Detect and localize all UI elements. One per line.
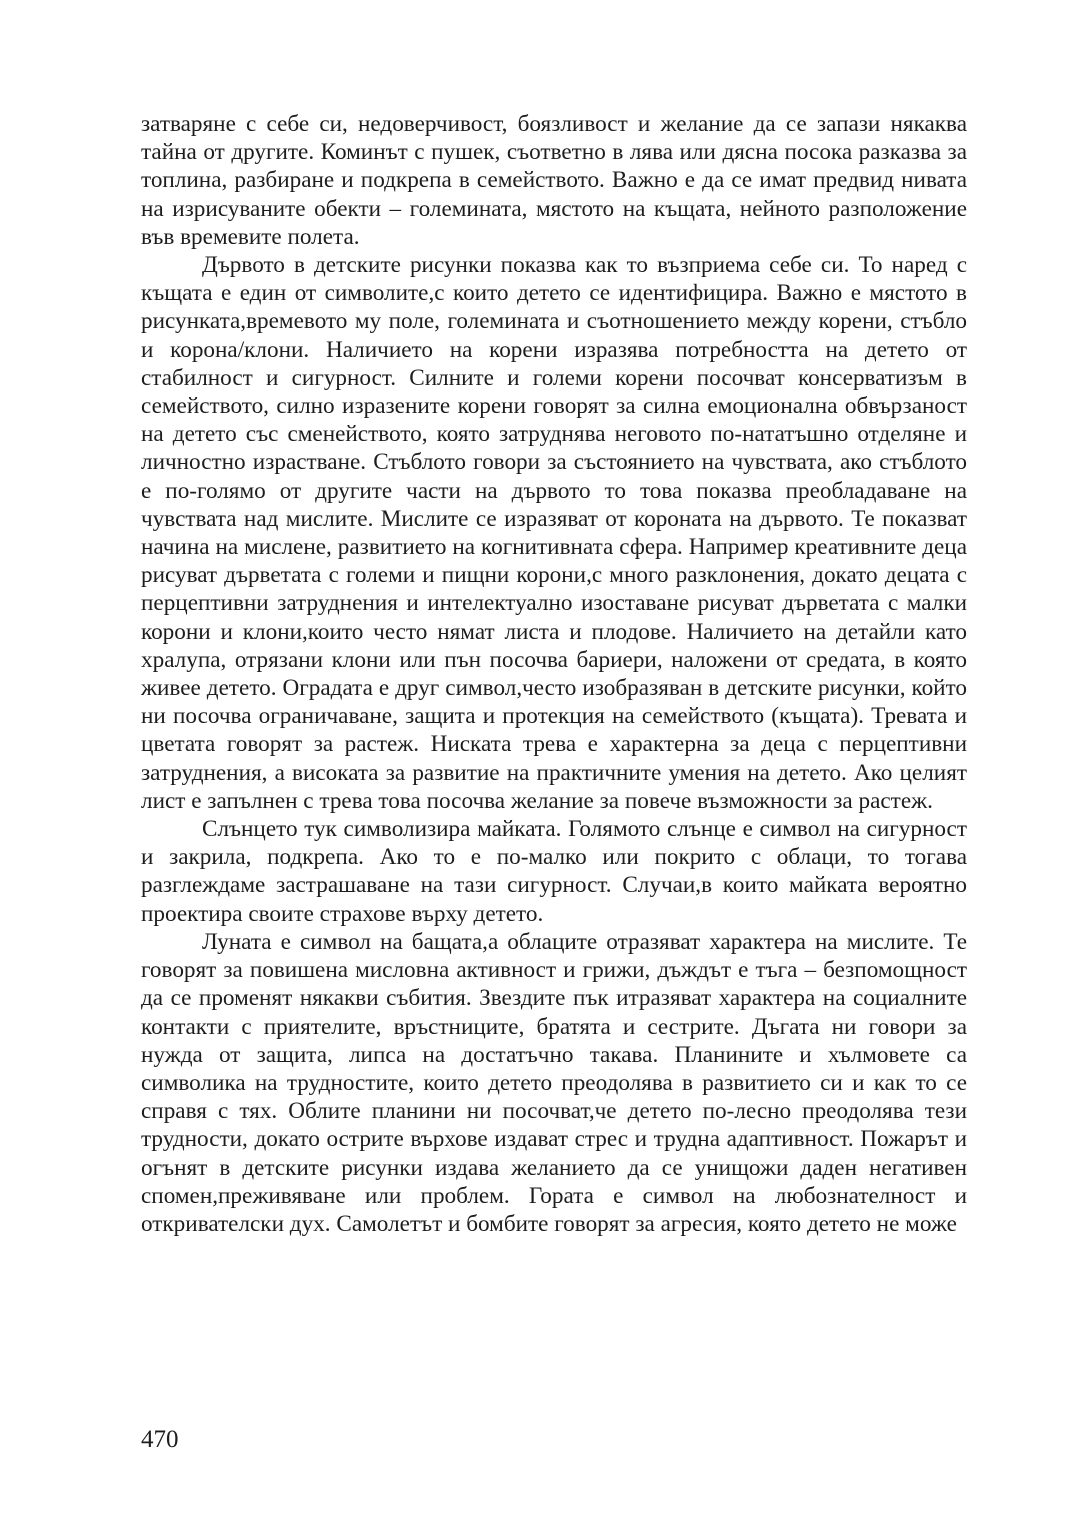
paragraph-tree-symbol: Дървото в детските рисунки показва как то възприема себе си. То наред с къщата е един от символите,с които детето се идентифицира. Важно е мястото в рисунката,времевото му поле, големината и съотношението между корени, стъбло и корона/клони. Наличието на корени изразява потребността на детето от стабилност и сигурност. Силните и големи корени посочват консерватизъм в семейството, силно изразените корени говорят за силна емоционална обвързаност на детето със сменейството, която затруднява неговото по-нататъшно отделяне и личностно израстване. Стъблото говори за състоянието на чувствата, ако стъблото е по-голямо от другите части на дървото то това показва преобладаване на чувствата над мислите. Мислите се изразяват от короната на дървото. Те показват начина на мислене, развитието на когнитивната сфера. Например креативните деца рисуват дърветата с големи и пищни корони,с много разклонения, докато децата с перцептивни затруднения и интелектуално изоставане рисуват дърветата с малки корони и клони,които често нямат листа и плодове. Наличието на детайли като хралупа, отрязани клони или пън посочва бариери, наложени от средата, в която живее детето. Оградата е друг символ,често изобразяван в детските рисунки, който ни посочва ограничаване, защита и протекция на семейството (къщата). Тревата и цветата говорят за растеж. Ниската трева е характерна за деца с перцептивни затруднения, а високата за развитие на практичните умения на детето. Ако целият лист е запълнен с трева това посочва желание за повече възможности за растеж.	[141, 252, 967, 814]
paragraph-moon-symbol: Луната е символ на бащата,а облаците отразяват характера на мислите. Те говорят за повишена мисловна активност и грижи, дъждът е тъга – безпомощност да се променят някакви събития. Звездите пък итразяват характера на социалните контакти с приятелите, връстниците, братята и сестрите. Дъгата ни говори за нужда от защита, липса на достатъчно такава. Планините и хълмовете са символика на трудностите, които детето преодолява в развитието си и как то се справя с тях. Облите планини ни посочват,че детето по-лесно преодолява тези трудности, докато острите върхове издават стрес и трудна адаптивност. Пожарът и огънят в детските рисунки издава желанието да се унищожи даден негативен спомен,преживяване или проблем. Гората е символ на любознателност и откривателски дух. Самолетът и бомбите говорят за агресия, която детето не може	[141, 928, 967, 1237]
page-number: 470	[141, 1426, 179, 1453]
paragraph-sun-symbol: Слънцето тук символизира майката. Голямото слънце е символ на сигурност и закрила, подкрепа. Ако то е по-малко или покрито с облаци, то тогава разглеждаме застрашаване на тази сигурност. Случаи,в които майката вероятно проектира своите страхове върху детето.	[141, 816, 967, 927]
page-body	[141, 110, 967, 1238]
paragraph-house-conclusion: затваряне с себе си, недоверчивост, боязливост и желание да се запази някаква тайна от другите. Коминът с пушек, съответно в лява или дясна посока разказва за топлина, разбиране и подкрепа в семейството. Важно е да се имат предвид нивата на изрисуваните обекти – големината, мястото на къщата, нейното разположение във времевите полета.	[141, 111, 967, 250]
